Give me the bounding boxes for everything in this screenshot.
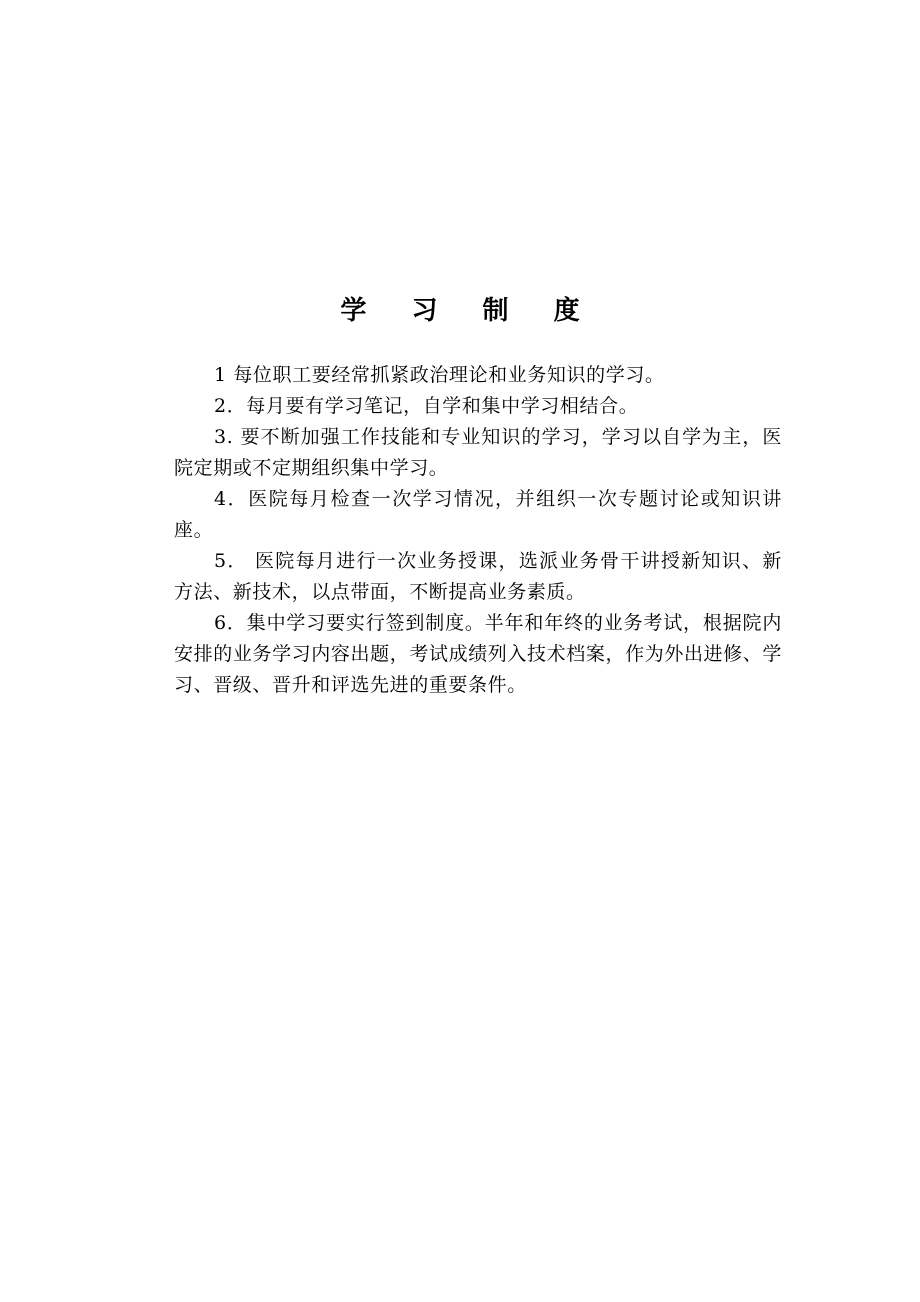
rule-paragraph-5: 5． 医院每月进行一次业务授课，选派业务骨干讲授新知识、新方法、新技术，以点带面，不断提高业务素质。	[174, 550, 782, 603]
rule-paragraph-4: 4．医院每月检查一次学习情况，并组织一次专题讨论或知识讲座。	[174, 488, 782, 541]
rule-paragraph-6: 6．集中学习要实行签到制度。半年和年终的业务考试，根据院内安排的业务学习内容出题，考试成绩列入技术档案，作为外出进修、学习、晋级、晋升和评选先进的重要条件。	[174, 612, 782, 696]
rule-paragraph-2: 2．每月要有学习笔记，自学和集中学习相结合。	[214, 395, 639, 417]
rule-paragraph-1: 1 每位职工要经常抓紧政治理论和业务知识的学习。	[214, 364, 665, 386]
rule-paragraph-3: 3. 要不断加强工作技能和专业知识的学习，学习以自学为主，医院定期或不定期组织集中学习。	[174, 426, 782, 479]
document-title: 学 习 制 度	[340, 296, 598, 326]
document-body	[174, 360, 782, 701]
